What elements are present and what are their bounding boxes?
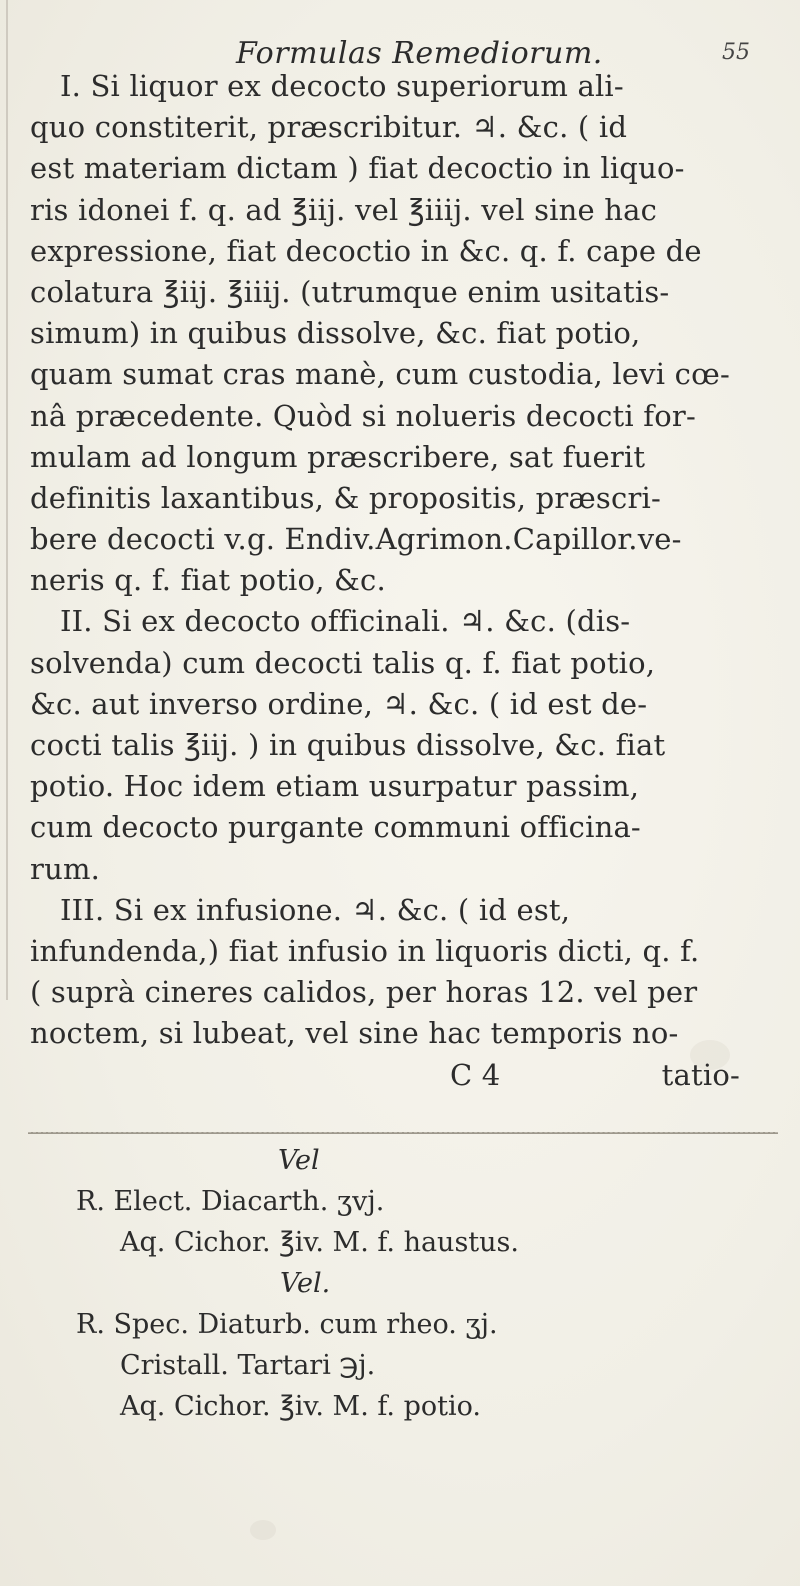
text-line: potio. Hoc idem etiam usurpatur passim, [30, 769, 640, 804]
text-line: est materiam dictam ) fiat decoctio in liquo- [30, 151, 685, 186]
text-line: cocti talis ℥iij. ) in quibus dissolve, &c. fiat [30, 728, 666, 762]
text-line: expressione, fiat decoctio in &c. q. f. cape de [30, 233, 702, 268]
text-line: quam sumat cras manè, cum custodia, levi cœ- [30, 357, 730, 392]
text-line: cum decocto purgante communi officina- [30, 810, 641, 845]
text-line: mulam ad longum præscribere, sat fuerit [30, 439, 646, 474]
text-line: quo constiterit, præscribitur. ♃. &c. ( id [30, 110, 628, 145]
text-line: definitis laxantibus, & propositis, præscri- [30, 480, 661, 515]
signature-mark: C 4 [450, 1057, 501, 1092]
paper-stain [250, 1520, 276, 1540]
text-line: infundenda,) fiat infusio in liquoris dicti, q. f. [30, 933, 700, 968]
vel-heading: Vel. [280, 1268, 331, 1299]
text-line: neris q. f. fiat potio, &c. [30, 563, 386, 598]
signature-line [30, 1055, 770, 1096]
text-line: II. Si ex decocto officinali. ♃. &c. (dis- [60, 604, 631, 639]
prescription-line: Aq. Cichor. ℥iv. M. f. potio. [120, 1391, 481, 1422]
text-line: simum) in quibus dissolve, &c. fiat potio, [30, 316, 641, 351]
text-line: ris idonei f. q. ad ℥iij. vel ℥iiij. vel sine hac [30, 192, 658, 227]
text-line: nâ præcedente. Quòd si nolueris decocti for- [30, 398, 696, 433]
prescription-line: R. Spec. Diaturb. cum rheo. ʒj. [76, 1309, 498, 1340]
text-line: rum. [30, 851, 101, 886]
text-line: colatura ℥iij. ℥iiij. (utrumque enim usitatis- [30, 274, 670, 309]
text-line: &c. aut inverso ordine, ♃. &c. ( id est de- [30, 686, 648, 721]
text-line: noctem, si lubeat, vel sine hac temporis no- [30, 1016, 679, 1051]
text-line: solvenda) cum decocti talis q. f. fiat potio, [30, 645, 656, 680]
text-line: bere decocti v.g. Endiv.Agrimon.Capillor.ve- [30, 522, 682, 557]
main-text [30, 66, 770, 1096]
text-line: ( suprà cineres calidos, per horas 12. vel per [30, 975, 698, 1010]
text-line: I. Si liquor ex decocto superiorum ali- [60, 69, 624, 103]
catchword: tatio- [661, 1057, 740, 1092]
vel-heading: Vel [278, 1145, 320, 1176]
prescription-line: R. Elect. Diacarth. ʒvj. [76, 1186, 385, 1217]
footer-divider [28, 1132, 778, 1134]
prescription-line: Aq. Cichor. ℥iv. M. f. haustus. [120, 1227, 519, 1258]
running-title: Formulas Remediorum. [236, 36, 603, 71]
text-line: III. Si ex infusione. ♃. &c. ( id est, [60, 892, 571, 927]
page-gutter-edge [6, 0, 8, 1000]
prescription-line: Cristall. Tartari ℈j. [120, 1350, 376, 1381]
footer-prescriptions [30, 1140, 770, 1427]
page-number: 55 [722, 40, 750, 65]
